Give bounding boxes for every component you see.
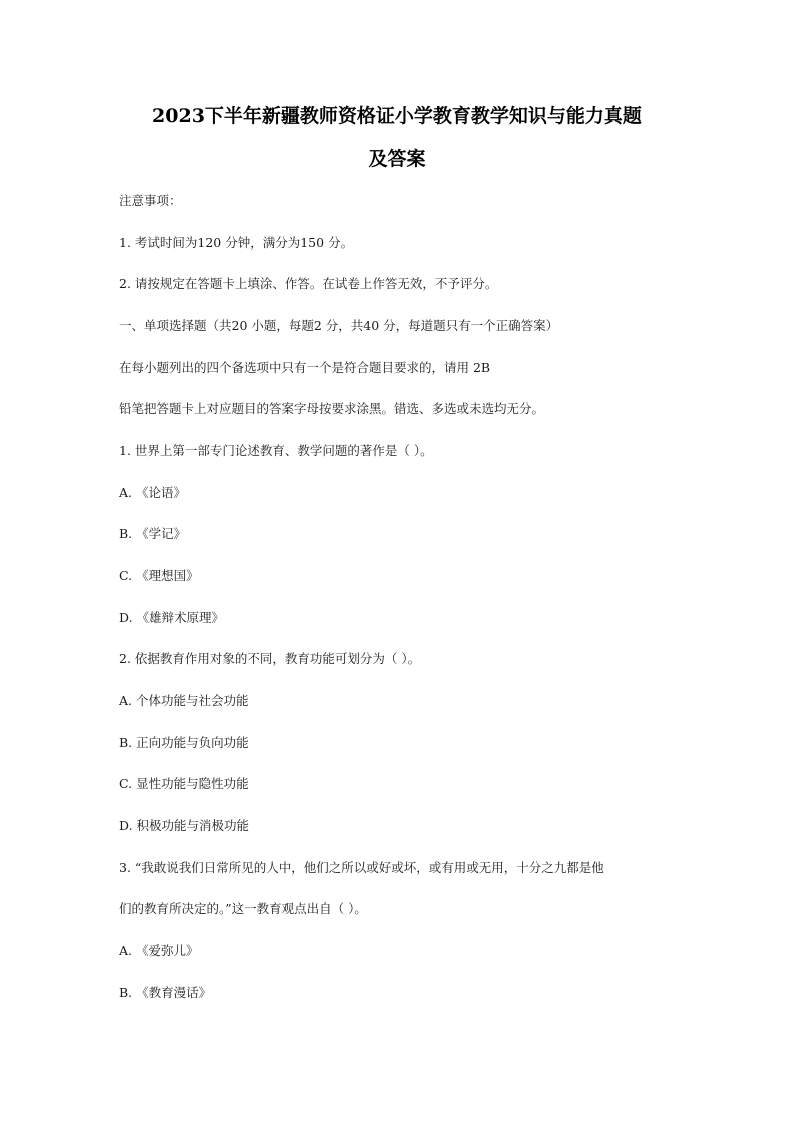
instruction-line: 在每小题列出的四个备选项中只有一个是符合题目要求的，请用 2B — [119, 360, 491, 375]
question-option: D. 积极功能与消极功能 — [119, 818, 250, 833]
question-option: A. 个体功能与社会功能 — [119, 693, 249, 708]
note-item: 1. 考试时间为120 分钟，满分为150 分。 — [119, 235, 354, 250]
section-heading: 一、单项选择题（共20 小题，每题2 分，共40 分，每道题只有一个正确答案） — [119, 318, 559, 333]
question-option: B. 正向功能与负向功能 — [119, 735, 249, 750]
question-option: D. 《雄辩术原理》 — [119, 610, 225, 625]
instruction-line: 铅笔把答题卡上对应题目的答案字母按要求涂黑。错选、多选或未选均无分。 — [119, 401, 545, 416]
question-option: C. 显性功能与隐性功能 — [119, 776, 249, 791]
notes-heading: 注意事项： — [119, 193, 182, 208]
question-stem: 1. 世界上第一部专门论述教育、教学问题的著作是（ ）。 — [119, 443, 433, 458]
question-option: B. 《教育漫话》 — [119, 985, 212, 1000]
question-option: B. 《学记》 — [119, 526, 187, 541]
note-item: 2. 请按规定在答题卡上填涂、作答。在试卷上作答无效，不予评分。 — [119, 276, 498, 291]
question-option: C. 《理想国》 — [119, 568, 199, 583]
question-stem: 3. “我敢说我们日常所见的人中，他们之所以或好或坏，或有用或无用，十分之九都是他 — [119, 860, 604, 875]
question-option: A. 《爱弥儿》 — [119, 943, 199, 958]
question-stem: 2. 依据教育作用对象的不同，教育功能可划分为（ ）。 — [119, 651, 421, 666]
document-title-line1: 2023下半年新疆教师资格证小学教育教学知识与能力真题 — [152, 105, 642, 127]
question-stem-continued: 们的教育所决定的。”这一教育观点出自（ ）。 — [119, 901, 367, 916]
document-title-line2: 及答案 — [368, 148, 426, 170]
question-option: A. 《论语》 — [119, 485, 186, 500]
